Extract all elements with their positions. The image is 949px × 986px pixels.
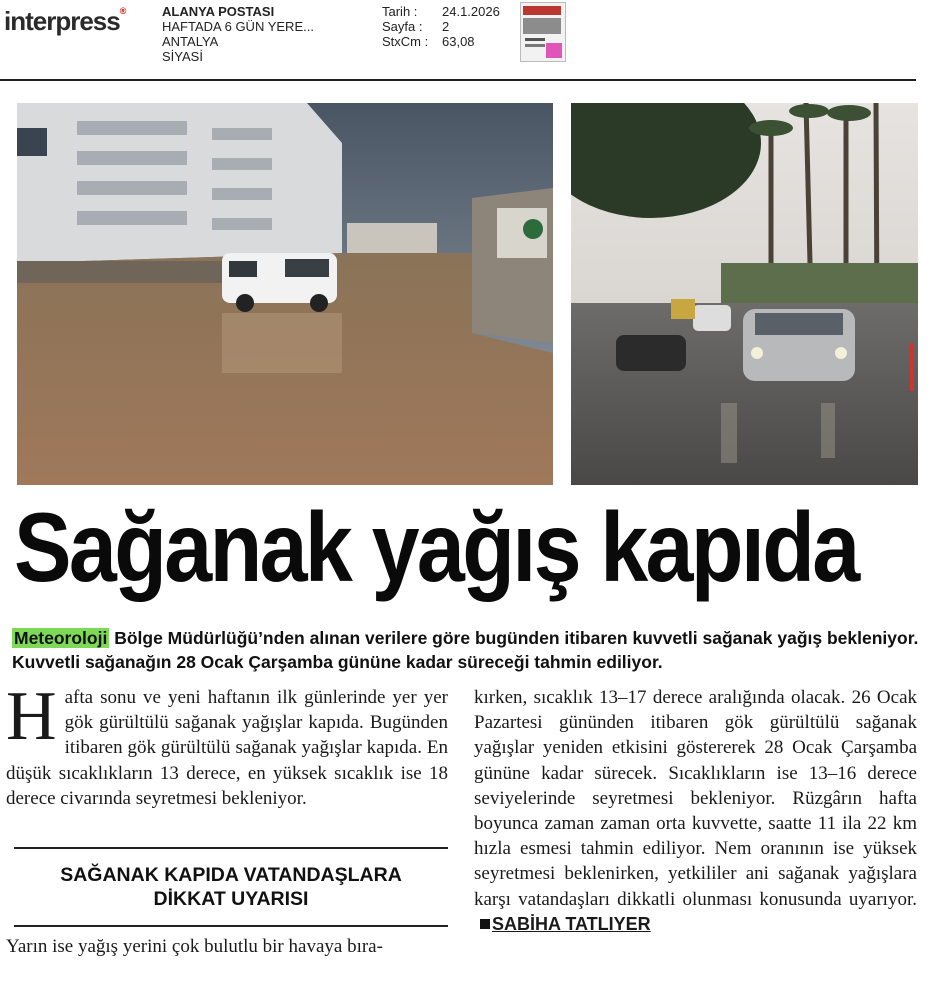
flooded-street-photo — [17, 103, 553, 485]
page-value: 2 — [442, 19, 450, 34]
column-1-bottom-text: Yarın ise yağış yerini çok bulutlu bir havaya bıra- — [6, 936, 383, 957]
headline: Sağanak yağış kapıda — [14, 492, 858, 602]
publication-category: SİYASİ — [162, 49, 203, 64]
date-value: 24.1.2026 — [442, 4, 500, 19]
publication-city: ANTALYA — [162, 34, 219, 49]
date-label: Tarih : — [382, 4, 418, 19]
rainy-road-photo — [571, 103, 918, 485]
size-label: StxCm : — [382, 34, 429, 49]
author-name: SABİHA TATLIYER — [492, 913, 651, 934]
article-spot — [12, 626, 932, 674]
column-2-text: kırken, sıcaklık 13–17 derece aralığında olacak. 26 Ocak Pazartesi gününden itibaren gök gürültülü sağanak yağışlar yeniden etkisini göstererek 28 Ocak Çarşamba gününe kadar sürecek. Sıcaklıkların ise 13–16 derece seviyelerinde seyretmesi bekleniyor. Rüzgârın hafta boyunca zaman zaman orta kuvvette, saatte 11 ila 22 km hızla esmesi tahmin ediliyor. Nem oranının ise yüksek seyretmesi beklenirken, yetkililer ani sağanak yağışlara karşı vatandaşları dikkatli olunması konusunda uyarıyor. — [474, 687, 917, 910]
page-thumbnail[interactable] — [520, 2, 566, 62]
end-square-icon — [480, 919, 490, 929]
interpress-logo: interpress® — [4, 6, 126, 36]
drop-cap: H — [6, 678, 57, 755]
spot-highlight: Meteoroloji — [14, 628, 108, 648]
page-label: Sayfa : — [382, 19, 423, 34]
publication-info — [162, 4, 314, 64]
article-column-1-bottom — [6, 934, 448, 959]
article-column-2 — [474, 685, 917, 937]
subheading-box — [14, 847, 448, 927]
article-column-1 — [6, 678, 448, 811]
subheading: SAĞANAK KAPIDA VATANDAŞLARA DİKKAT UYARISI — [60, 864, 402, 910]
publication-name: ALANYA POSTASI — [162, 4, 275, 19]
header-divider — [0, 79, 916, 81]
publication-frequency: HAFTADA 6 GÜN YERE... — [162, 19, 314, 34]
clipping-meta — [382, 4, 500, 49]
column-1-text: afta sonu ve yeni haftanın ilk günlerinde yer yer gök gürültülü sağanak yağışlar kapıda. Bugünden itibaren gök gürültülü sağanak yağışlar kapıda. En düşük sıcaklıkların 13 derece, en yüksek sıcaklık ise 18 derece civarında seyretmesi bekleniyor. — [6, 687, 448, 809]
size-value: 63,08 — [442, 34, 475, 49]
spot-text: Bölge Müdürlüğü’nden alınan verilere göre bugünden itibaren kuvvetli sağanak yağış bekleniyor. Kuvvetli sağanağın 28 Ocak Çarşamba gününe kadar süreceği tahmin ediliyor. — [12, 628, 919, 672]
